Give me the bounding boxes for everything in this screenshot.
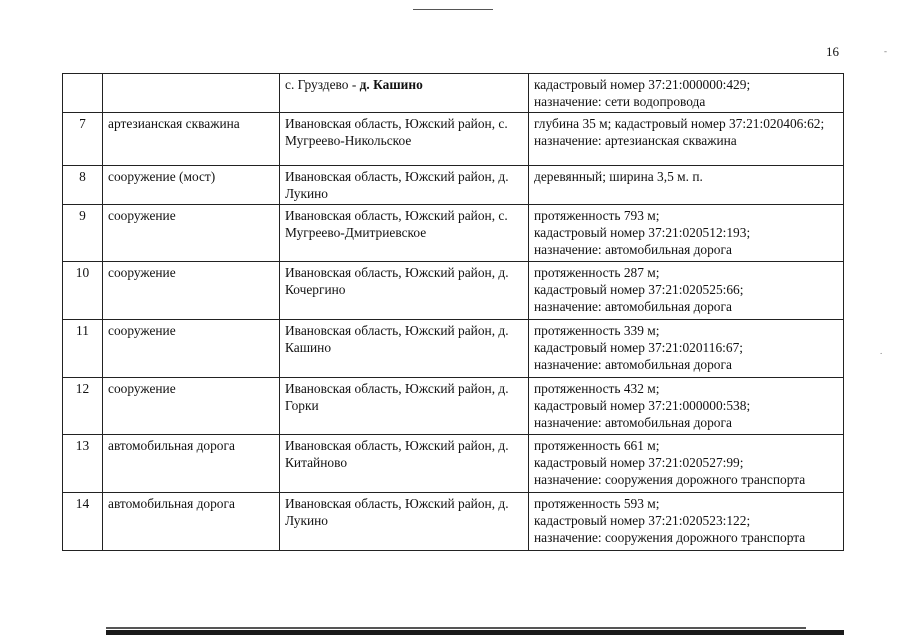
row-number: 10 — [63, 262, 103, 320]
table-row — [63, 262, 844, 320]
description-line: деревянный; ширина 3,5 м. п. — [534, 169, 703, 184]
object-description — [529, 435, 844, 493]
description-line: назначение: сооружения дорожного транспорта — [534, 472, 806, 487]
scan-speck: . — [880, 346, 883, 356]
table-row — [63, 113, 844, 166]
object-description — [529, 166, 844, 205]
description-line: кадастровый номер 37:21:020523:122; — [534, 513, 751, 528]
location-text: Ивановская область, Южский район, д. Кочергино — [285, 265, 509, 297]
description-line: протяженность 593 м; — [534, 496, 660, 511]
page-number: 16 — [826, 44, 839, 59]
table-row — [63, 74, 844, 113]
description-line: кадастровый номер 37:21:020525:66; — [534, 282, 744, 297]
row-number: 8 — [63, 166, 103, 205]
table-row — [63, 320, 844, 378]
description-line: назначение: автомобильная дорога — [534, 415, 732, 430]
row-number — [63, 74, 103, 113]
object-name: автомобильная дорога — [103, 493, 280, 551]
description-line: назначение: сети водопровода — [534, 94, 706, 109]
location-text: д. Кашино — [359, 77, 423, 92]
property-table — [62, 73, 844, 551]
description-line: протяженность 339 м; — [534, 323, 660, 338]
table-row — [63, 166, 844, 205]
object-location — [280, 205, 529, 262]
object-name: сооружение — [103, 320, 280, 378]
description-line: назначение: автомобильная дорога — [534, 242, 732, 257]
description-line: назначение: автомобильная дорога — [534, 357, 732, 372]
property-table-body — [63, 74, 844, 551]
description-line: назначение: сооружения дорожного транспорта — [534, 530, 806, 545]
object-description — [529, 74, 844, 113]
location-text: Ивановская область, Южский район, д. Горки — [285, 381, 509, 413]
description-line: протяженность 793 м; — [534, 208, 660, 223]
object-location — [280, 378, 529, 435]
object-description — [529, 262, 844, 320]
location-text: Ивановская область, Южский район, д. Кашино — [285, 323, 509, 355]
object-description — [529, 493, 844, 551]
description-line: назначение: автомобильная дорога — [534, 299, 732, 314]
object-description — [529, 320, 844, 378]
location-text: Ивановская область, Южский район, с. Мугреево-Дмитриевское — [285, 208, 508, 240]
object-location — [280, 113, 529, 166]
description-line: протяженность 287 м; — [534, 265, 660, 280]
bottom-rule — [106, 630, 844, 635]
description-line: протяженность 432 м; — [534, 381, 660, 396]
table-row — [63, 205, 844, 262]
object-name — [103, 74, 280, 113]
row-number: 11 — [63, 320, 103, 378]
object-description — [529, 205, 844, 262]
row-number: 13 — [63, 435, 103, 493]
description-line: кадастровый номер 37:21:020116:67; — [534, 340, 743, 355]
location-text: Ивановская область, Южский район, с. Мугреево-Никольское — [285, 116, 508, 148]
row-number: 9 — [63, 205, 103, 262]
object-location — [280, 166, 529, 205]
object-location — [280, 493, 529, 551]
object-location — [280, 320, 529, 378]
table-row — [63, 493, 844, 551]
description-line: кадастровый номер 37:21:000000:429; — [534, 77, 751, 92]
object-name: автомобильная дорога — [103, 435, 280, 493]
location-text: Ивановская область, Южский район, д. Лукино — [285, 169, 509, 201]
object-name: сооружение — [103, 378, 280, 435]
object-name: сооружение (мост) — [103, 166, 280, 205]
description-line: кадастровый номер 37:21:020512:193; — [534, 225, 751, 240]
object-location — [280, 74, 529, 113]
object-name: артезианская скважина — [103, 113, 280, 166]
description-line: кадастровый номер 37:21:020527:99; — [534, 455, 744, 470]
table-row — [63, 435, 844, 493]
row-number: 12 — [63, 378, 103, 435]
description-line: глубина 35 м; кадастровый номер 37:21:020406:62; назначение: артезианская скважина — [534, 116, 825, 148]
bottom-rule-thin — [106, 627, 806, 629]
object-location — [280, 435, 529, 493]
row-number: 14 — [63, 493, 103, 551]
description-line: протяженность 661 м; — [534, 438, 660, 453]
table-row — [63, 378, 844, 435]
description-line: кадастровый номер 37:21:000000:538; — [534, 398, 751, 413]
object-name: сооружение — [103, 262, 280, 320]
scan-speck: - — [884, 46, 887, 56]
object-name: сооружение — [103, 205, 280, 262]
row-number: 7 — [63, 113, 103, 166]
location-text: Ивановская область, Южский район, д. Китайново — [285, 438, 509, 470]
location-text: с. Груздево - — [285, 77, 360, 92]
object-location — [280, 262, 529, 320]
object-description — [529, 378, 844, 435]
location-text: Ивановская область, Южский район, д. Лукино — [285, 496, 509, 528]
top-rule — [413, 9, 493, 10]
object-description — [529, 113, 844, 166]
